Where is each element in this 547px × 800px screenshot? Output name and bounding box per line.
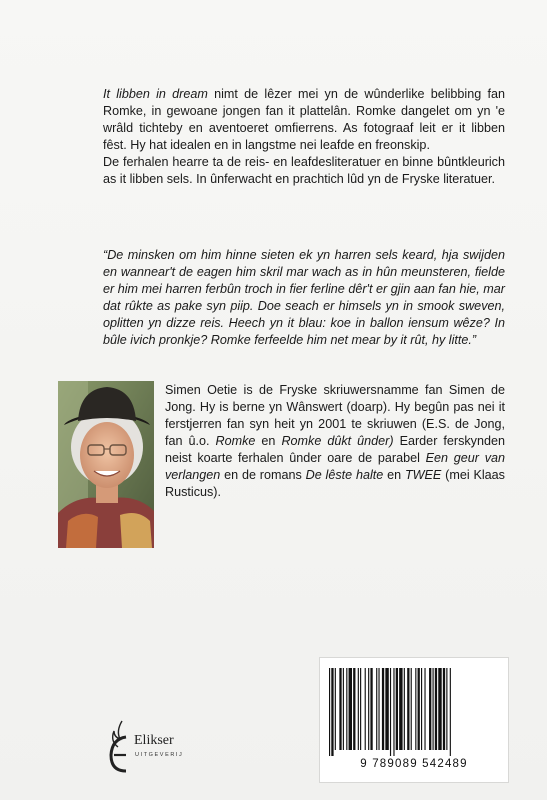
barcode-bar <box>404 668 405 750</box>
bio-book-title: Romke dûkt ûnder) <box>281 434 394 448</box>
barcode-bar <box>349 668 352 750</box>
barcode-bar <box>399 668 402 750</box>
author-portrait-image <box>58 381 154 548</box>
isbn-barcode <box>319 657 509 783</box>
book-title: It libben in dream <box>103 87 208 101</box>
barcode-bar <box>331 668 333 756</box>
barcode-bar <box>390 668 391 756</box>
barcode-bar <box>433 668 434 750</box>
barcode-bar <box>396 668 398 750</box>
barcode-bar <box>393 668 394 756</box>
barcode-bar <box>411 668 412 750</box>
barcode-bar <box>329 668 330 756</box>
bio-book-title: De lêste halte <box>305 468 384 482</box>
barcode-bar <box>378 668 379 750</box>
barcode-bar <box>368 668 369 750</box>
barcode-bar <box>446 668 447 750</box>
bio-book-title: Een geur van verlangen <box>165 451 505 482</box>
blurb-paragraph-1 <box>103 86 505 154</box>
barcode-bar <box>365 668 366 750</box>
barcode-bars <box>327 668 501 756</box>
bio-book-title: TWEE <box>404 468 442 482</box>
barcode-bar <box>424 668 425 750</box>
barcode-bar <box>382 668 384 750</box>
barcode-bar <box>415 668 416 750</box>
bio-text: Earder ferskynden neist koarte ferhalen ûnder oare de parabel <box>165 434 505 465</box>
bio-text: Simen Oetie is de Fryske skriuwersnamme fan Simen de Jong. Hy is berne yn Wânswert (doarp). Hy begûn pas nei it ferstjerren fan syn heit yn 2001 te skriuwen (E.S. de Jong, fan û.o. <box>165 383 505 448</box>
publisher-subtitle: UITGEVERIJ <box>135 752 184 758</box>
barcode-bar <box>358 668 359 750</box>
elikser-emblem-icon <box>104 717 136 777</box>
bio-text: en <box>383 468 405 482</box>
publisher-name: Elikser <box>134 733 174 748</box>
barcode-bar <box>343 668 344 750</box>
barcode-bar <box>418 668 420 750</box>
barcode-bar <box>438 668 441 750</box>
excerpt-quote: “De minsken om him hinne sieten ek yn harren sels keard, hja swijden en wannear't de eagen him skril mar wach as in hûn meunsteren, fielde er him mei harren ferbûn troch in fier ferline dêr't er gjin aan fan hie, mar dat rûkte as pake syn piip. Doe seach er himsels yn in smook sweven, oplitten yn dizze reis. Heech yn it blau: koe in ballon iensum wêze? In bûle ivich pronkje? Romke ferfeelde him net mear by it rût, hy litte.” <box>103 248 505 347</box>
blurb-text <box>103 86 505 188</box>
isbn-number: 9 789089 542489 <box>360 758 468 770</box>
barcode-bar <box>435 668 437 750</box>
barcode-bar <box>429 668 431 750</box>
bio-text: en <box>255 434 282 448</box>
barcode-bar <box>421 668 422 750</box>
author-bio <box>165 382 505 501</box>
barcode-bar <box>360 668 361 750</box>
barcode-bar <box>376 668 377 750</box>
barcode-bar <box>450 668 451 756</box>
barcode-bar <box>385 668 388 750</box>
bio-text: (mei Klaas Rusticus). <box>165 468 505 499</box>
publisher-logo <box>104 717 214 777</box>
bio-text: en de romans <box>220 468 306 482</box>
blurb-paragraph-1-text: nimt de lêzer mei yn de wûnderlike belibbing fan Romke, in gewoane jongen fan it plattelân. Romke dangelet om yn 'e wrâld tichteby en aventoeret omfierrens. As fotograaf leit er it libben fêst. Hy hat idealen en in langstme nei leafde en freonskip. <box>103 87 505 152</box>
barcode-bar <box>335 668 336 750</box>
barcode-bar <box>443 668 445 750</box>
barcode-bar <box>407 668 409 750</box>
barcode-bar <box>346 668 347 750</box>
barcode-bar <box>339 668 341 750</box>
blurb-paragraph-2: De ferhalen hearre ta de reis- en leafdesliteratuer en binne bûntkleurich as it libben sels. In ûnferwacht en prachtich lûd yn de Fryske literatuer. <box>103 155 505 186</box>
barcode-bar <box>353 668 355 750</box>
barcode-bar <box>370 668 372 750</box>
author-photo <box>58 381 154 548</box>
bio-book-title: Romke <box>215 434 256 448</box>
